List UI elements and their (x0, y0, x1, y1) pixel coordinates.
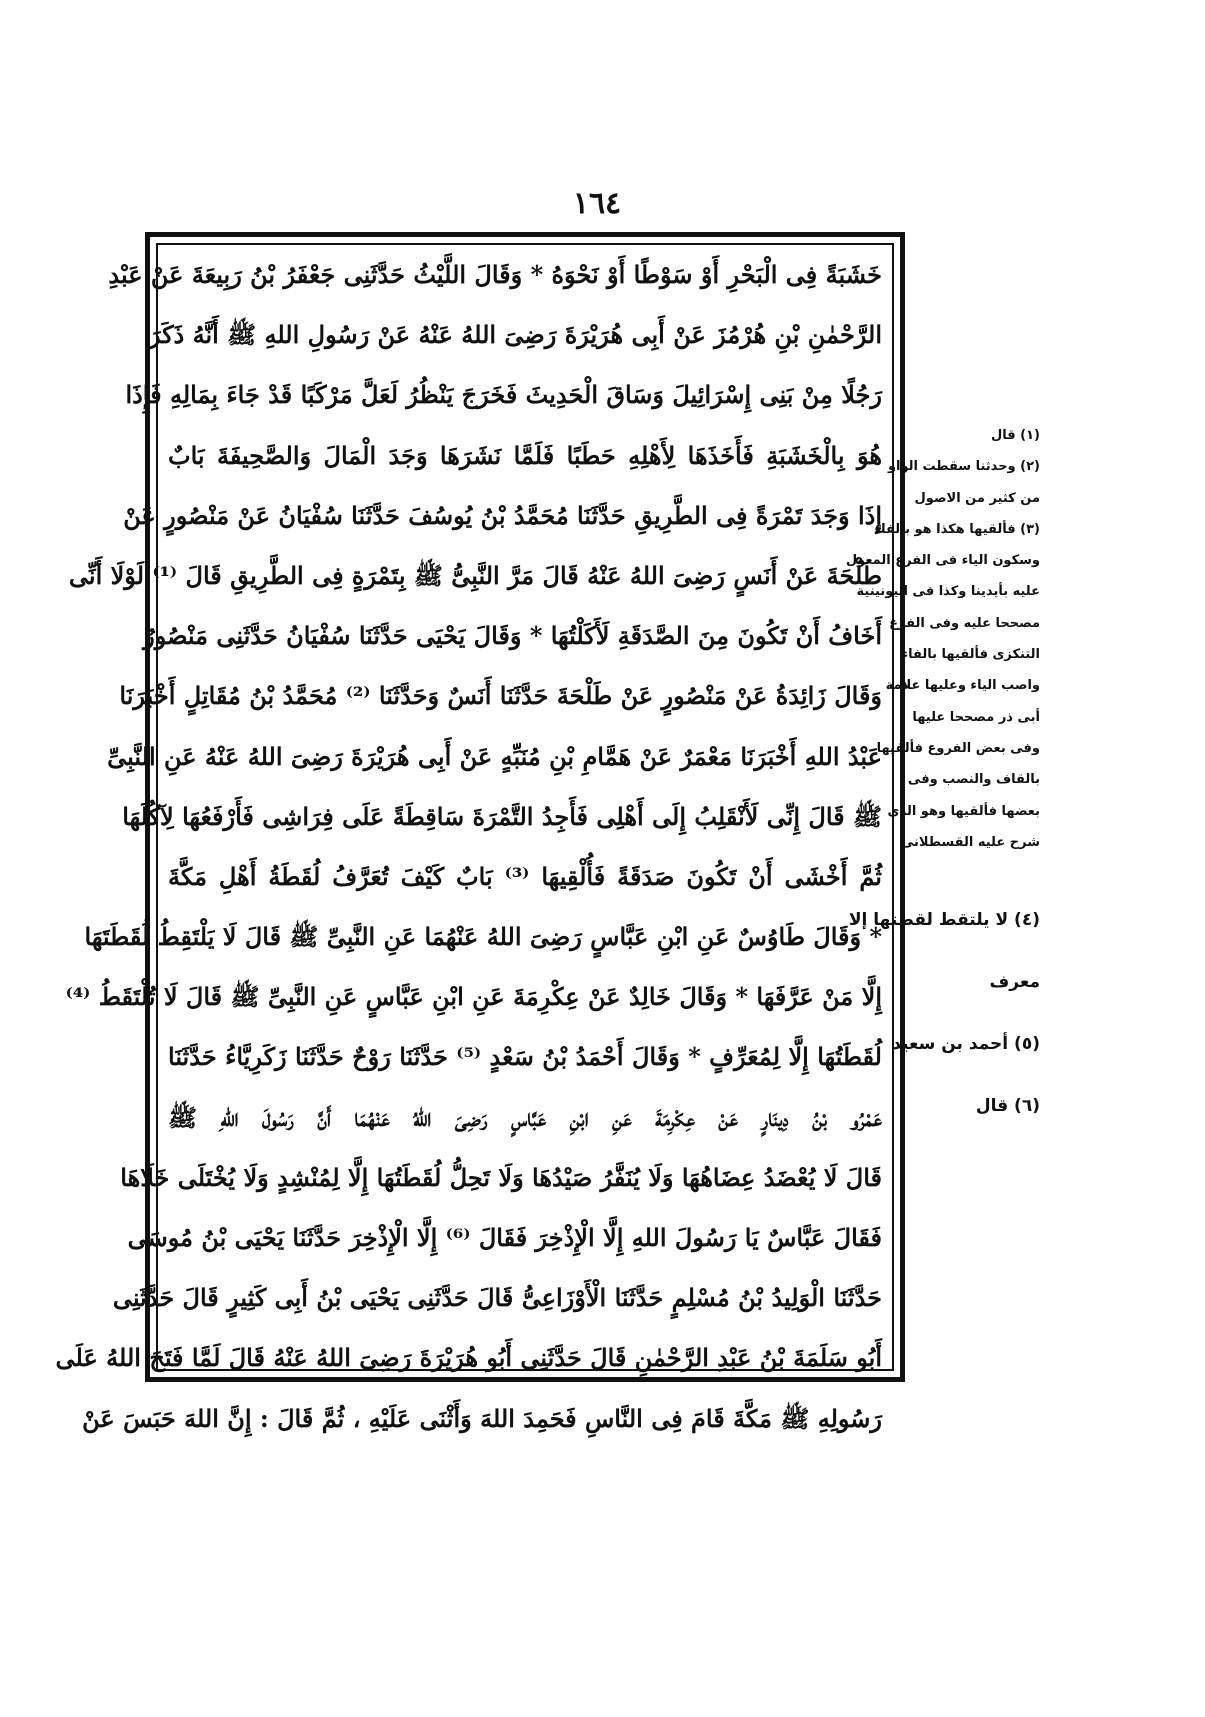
text-line: أَبُو سَلَمَةَ بْنُ عَبْدِ الرَّحْمٰنِ قَالَ حَدَّثَنِى أَبُو هُرَيْرَةَ رَضِىَ اللهُ عَنْهُ قَالَ لَمَّا فَتَحَ اللهُ عَلَى (55, 1343, 882, 1373)
margin-spacer (912, 858, 1040, 889)
margin-note-line: (١) قال (990, 428, 1040, 443)
margin-note-line: أبى ذر مصححا عليها (912, 709, 1040, 725)
text-line: الرَّحْمٰنِ بْنِ هُرْمُزَ عَنْ أَبِى هُرَيْرَةَ رَضِىَ اللهُ عَنْهُ عَنْ رَسُولِ اللهِ ﷺ أَنَّهُ ذَكَرَ (148, 320, 882, 350)
margin-note-line: وسكون الياء فى الفرع المعول (845, 553, 1040, 569)
margin-note-line: التنكزى فألقيها بالفاء (901, 647, 1040, 663)
text-line: إِلَّا مَنْ عَرَّفَهَا * وَقَالَ خَالِدٌ عَنْ عِكْرِمَةَ عَنِ ابْنِ عَبَّاسٍ عَنِ النَّبِىِّ ﷺ قَالَ لَا تُلْتَقَطُ ⁽⁴⁾ (65, 982, 882, 1012)
text-line: خَشَبَةً فِى الْبَحْرِ أَوْ سَوْطًا أَوْ نَحْوَهُ * وَقَالَ اللَّيْثُ حَدَّثَنِى جَعْفَرُ بْنُ رَبِيعَةَ عَنْ عَبْدِ (108, 260, 882, 289)
text-line: * وَقَالَ طَاوُسٌ عَنِ ابْنِ عَبَّاسٍ رَضِىَ اللهُ عَنْهُمَا عَنِ النَّبِىِّ ﷺ قَالَ لَا يَلْتَقِطُ لُقَطَتَهَا (84, 922, 882, 952)
margin-note-line: (٢) وحدثنا سقطت الواو (887, 459, 1040, 475)
text-line: عَمْرُو بْنُ دِينَارٍ عَنْ عِكْرِمَةَ عَنِ ابْنِ عَبَّاسٍ رَضِىَ اللهُ عَنْهُمَا أَنَّ رَسُولَ اللهِ ﷺ (168, 1102, 882, 1132)
text-line: فَقَالَ عَبَّاسٌ يَا رَسُولَ اللهِ إِلَّا الْإِذْخِرَ فَقَالَ ⁽⁶⁾ إِلَّا الْإِذْخِرَ حَدَّثَنَا يَحْيَى بْنُ مُوسَى (127, 1223, 882, 1252)
margin-note-4: (٤) لا يلتقط لقطتها إلا (848, 910, 1040, 931)
text-line: عَبْدُ اللهِ أَخْبَرَنَا مَعْمَرٌ عَنْ هَمَّامِ بْنِ مُنَبِّهٍ عَنْ أَبِى هُرَيْرَةَ رَضِىَ اللهُ عَنْهُ عَنِ النَّبِىِّ (107, 741, 882, 771)
margin-notes (845, 420, 1040, 1137)
margin-note-line: بعضها فألقيها وهو الذى (887, 803, 1040, 819)
margin-note-line: من كثير من الاصول (914, 490, 1040, 506)
margin-note-4-cont: معرف (989, 972, 1040, 993)
text-frame (55, 232, 905, 1433)
margin-note-6: (٦) قال (975, 1096, 1040, 1117)
margin-note-line: مصححا عليه وفى الفرع (889, 615, 1040, 631)
margin-note-line: وفى بعض الفروع فألقيها (876, 740, 1040, 756)
text-line: طَلْحَةَ عَنْ أَنَسٍ رَضِىَ اللهُ عَنْهُ قَالَ مَرَّ النَّبِىُّ ﷺ بِتَمْرَةٍ فِى الطَّرِيقِ قَالَ ⁽¹⁾ لَوْلَا أَنِّى (68, 560, 882, 590)
margin-note-5: (٥) أحمد بن سعيد (892, 1034, 1040, 1055)
text-line: ﷺ قَالَ إِنِّى لَأَنْقَلِبُ إِلَى أَهْلِى فَأَجِدُ التَّمْرَةَ سَاقِطَةً عَلَى فِرَاشِى فَأَرْفَعُهَا لِآكُلَهَا (122, 801, 882, 831)
main-text-block (55, 245, 882, 1433)
text-line: رَجُلًا مِنْ بَنِى إِسْرَائِيلَ وَسَاقَ الْحَدِيثَ فَخَرَجَ يَنْظُرُ لَعَلَّ مَرْكَبًا قَدْ جَاءَ بِمَالِهِ فَإِذَا (125, 380, 882, 410)
margin-note-line: شرح عليه القسطلانى (900, 834, 1040, 850)
text-line: وَقَالَ زَائِدَةُ عَنْ مَنْصُورٍ عَنْ طَلْحَةَ حَدَّثَنَا أَنَسٌ وَحَدَّثَنَا ⁽²⁾ مُحَمَّدُ بْنُ مُقَاتِلٍ أَخْبَرَنَا (119, 681, 882, 711)
margin-note-line: بالقاف والنصب وفى (907, 772, 1040, 788)
text-line: إِذَا وَجَدَ تَمْرَةً فِى الطَّرِيقِ حَدَّثَنَا مُحَمَّدُ بْنُ يُوسُفَ حَدَّثَنَا سُفْيَانُ عَنْ مَنْصُورٍ عَنْ (123, 500, 882, 530)
margin-note-line: واصب الياء وعليها علامة (885, 678, 1040, 694)
text-line: أَخَافُ أَنْ تَكُونَ مِنَ الصَّدَقَةِ لَأَكَلْتُهَا * وَقَالَ يَحْيَى حَدَّثَنَا سُفْيَانُ حَدَّثَنِى مَنْصُورٌ (143, 621, 882, 651)
margin-note-line: عليه بأيدينا وكذا فى اليونينية (856, 584, 1040, 600)
text-line: رَسُولِهِ ﷺ مَكَّةَ قَامَ فِى النَّاسِ فَحَمِدَ اللهَ وَأَثْنَى عَلَيْهِ ، ثُمَّ قَالَ : إِنَّ اللهَ حَبَسَ عَنْ (82, 1403, 882, 1433)
text-line: هُوَ بِالْخَشَبَةِ فَأَخَذَهَا لِأَهْلِهِ حَطَبًا فَلَمَّا نَشَرَهَا وَجَدَ الْمَالَ وَالصَّحِيفَةَ بَابٌ (168, 440, 882, 470)
page-number: ١٦٤ (572, 186, 622, 221)
text-line: حَدَّثَنَا الْوَلِيدُ بْنُ مُسْلِمٍ حَدَّثَنَا الْأَوْزَاعِىُّ قَالَ حَدَّثَنِى يَحْيَى بْنُ أَبِى كَثِيرٍ قَالَ حَدَّثَنِى (112, 1283, 882, 1313)
text-line: لُقَطَتُهَا إِلَّا لِمُعَرِّفٍ * وَقَالَ أَحْمَدُ بْنُ سَعْدٍ ⁽⁵⁾ حَدَّثَنَا رَوْحٌ حَدَّثَنَا زَكَرِيَّاءُ حَدَّثَنَا (168, 1042, 882, 1072)
text-line: قَالَ لَا يُعْضَدُ عِضَاهُهَا وَلَا يُنَفَّرُ صَيْدُهَا وَلَا تَحِلُّ لُقَطَتُهَا إِلَّا لِمُنْشِدٍ وَلَا يُخْتَلَى خَلَاهَا (120, 1162, 882, 1192)
margin-note-line: (٣) فألقيها هكذا هو بالفاء (874, 521, 1040, 537)
text-line: ثُمَّ أَخْشَى أَنْ تَكُونَ صَدَقَةً فَأُلْقِيهَا ⁽³⁾ بَابٌ كَيْفَ تُعَرَّفُ لُقَطَةُ أَهْلِ مَكَّةَ (168, 861, 882, 891)
